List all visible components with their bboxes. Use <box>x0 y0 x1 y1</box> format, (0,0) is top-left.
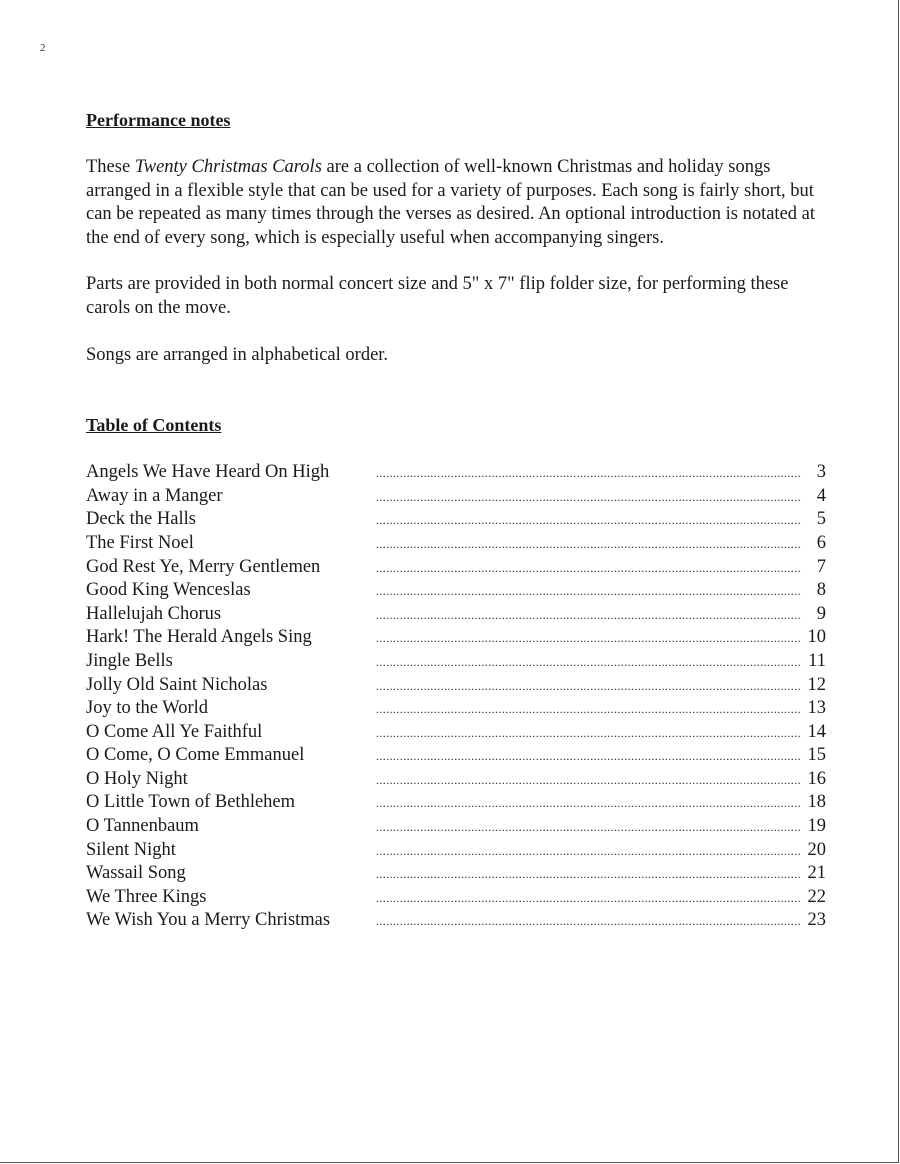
toc-dot-leader <box>376 863 802 887</box>
toc-entry-page: 10 <box>807 627 826 648</box>
toc-dot-leader <box>376 533 802 557</box>
toc-dot-leader <box>376 462 802 486</box>
toc-entry-title: We Three Kings <box>86 886 207 907</box>
toc-entry <box>86 791 826 815</box>
parts-paragraph: Parts are provided in both normal concert size and 5" x 7" flip folder size, for performing these carols on the move. <box>86 274 789 318</box>
toc-dot-leader <box>376 792 802 816</box>
toc-entry-page: 11 <box>808 650 826 671</box>
toc-entry-title: O Tannenbaum <box>86 816 199 837</box>
toc-entry-page: 13 <box>807 698 826 719</box>
toc-entry-title: God Rest Ye, Merry Gentlemen <box>86 556 321 577</box>
toc-entry-page: 9 <box>816 603 826 624</box>
toc-dot-leader <box>376 509 802 533</box>
intro-text-start: These <box>86 157 135 177</box>
toc-entry <box>86 461 826 485</box>
toc-entry-title: O Holy Night <box>86 768 188 789</box>
toc-dot-leader <box>376 887 802 911</box>
toc-entry-page: 12 <box>807 674 826 695</box>
toc-dot-leader <box>376 675 802 699</box>
toc-entry <box>86 862 826 886</box>
toc-entry <box>86 626 826 650</box>
toc-entry-page: 4 <box>816 485 826 506</box>
toc-entry-page: 22 <box>807 886 826 907</box>
toc-dot-leader <box>376 745 802 769</box>
toc-dot-leader <box>376 722 802 746</box>
toc-dot-leader <box>376 651 802 675</box>
toc-entry-page: 8 <box>816 580 826 601</box>
toc-entry-title: Away in a Manger <box>86 485 223 506</box>
toc-dot-leader <box>376 580 802 604</box>
toc-entry-page: 16 <box>807 768 826 789</box>
order-paragraph: Songs are arranged in alphabetical order. <box>86 344 389 365</box>
toc-entry-title: Hallelujah Chorus <box>86 603 222 624</box>
toc-entry-title: Jolly Old Saint Nicholas <box>86 674 268 695</box>
toc-dot-leader <box>376 604 802 628</box>
toc-dot-leader <box>376 557 802 581</box>
toc-entry-page: 5 <box>816 509 826 530</box>
toc-entry-title: We Wish You a Merry Christmas <box>86 910 331 931</box>
toc-dot-leader <box>376 816 802 840</box>
toc-entry <box>86 815 826 839</box>
collection-title: Twenty Christmas Carols <box>134 157 322 177</box>
page-content <box>86 108 826 933</box>
toc-dot-leader <box>376 627 802 651</box>
table-of-contents-list <box>86 461 826 933</box>
toc-dot-leader <box>376 769 802 793</box>
toc-entry-title: Silent Night <box>86 839 176 860</box>
toc-entry <box>86 556 826 580</box>
toc-entry-page: 23 <box>807 910 826 931</box>
performance-notes-heading: Performance notes <box>86 110 231 130</box>
intro-text-rest: are a collection of well-known Christmas and holiday songs arranged in a flexible style that can be used for a variety of purposes. Each song is fairly short, but can be repeated as many times through the verses as desired. An optional introduction is notated at the end of every song, which is especially useful when accompanying singers. <box>86 157 816 248</box>
toc-entry-title: O Come All Ye Faithful <box>86 721 263 742</box>
toc-entry-page: 6 <box>816 532 826 553</box>
toc-dot-leader <box>376 840 802 864</box>
toc-entry-title: Deck the Halls <box>86 509 196 530</box>
toc-dot-leader <box>376 698 802 722</box>
toc-entry-title: Angels We Have Heard On High <box>86 462 330 483</box>
toc-entry-title: Jingle Bells <box>86 650 173 671</box>
toc-entry-title: The First Noel <box>86 532 194 553</box>
toc-entry <box>86 886 826 910</box>
toc-entry-title: Wassail Song <box>86 863 186 884</box>
toc-entry <box>86 650 826 674</box>
toc-entry <box>86 674 826 698</box>
toc-entry <box>86 697 826 721</box>
toc-entry-title: O Little Town of Bethlehem <box>86 792 296 813</box>
toc-entry-page: 14 <box>807 721 826 742</box>
toc-entry-page: 15 <box>807 745 826 766</box>
toc-entry-page: 7 <box>816 556 826 577</box>
toc-entry <box>86 839 826 863</box>
table-of-contents-heading: Table of Contents <box>86 415 222 436</box>
toc-entry <box>86 485 826 509</box>
toc-entry <box>86 579 826 603</box>
toc-entry-title: Good King Wenceslas <box>86 580 251 601</box>
toc-entry-page: 3 <box>816 462 826 483</box>
toc-entry-title: Joy to the World <box>86 698 209 719</box>
toc-entry-page: 20 <box>807 839 826 860</box>
toc-entry-page: 18 <box>807 792 826 813</box>
toc-entry <box>86 532 826 556</box>
toc-entry <box>86 603 826 627</box>
toc-entry-title: O Come, O Come Emmanuel <box>86 745 305 766</box>
toc-entry <box>86 508 826 532</box>
toc-entry-page: 19 <box>807 816 826 837</box>
page-number: 2 <box>40 42 46 54</box>
toc-dot-leader <box>376 910 802 934</box>
intro-paragraph <box>86 156 826 250</box>
toc-entry-page: 21 <box>807 863 826 884</box>
toc-entry <box>86 768 826 792</box>
toc-entry <box>86 744 826 768</box>
toc-dot-leader <box>376 486 802 510</box>
toc-entry <box>86 909 826 933</box>
toc-entry-title: Hark! The Herald Angels Sing <box>86 627 312 648</box>
toc-entry <box>86 721 826 745</box>
